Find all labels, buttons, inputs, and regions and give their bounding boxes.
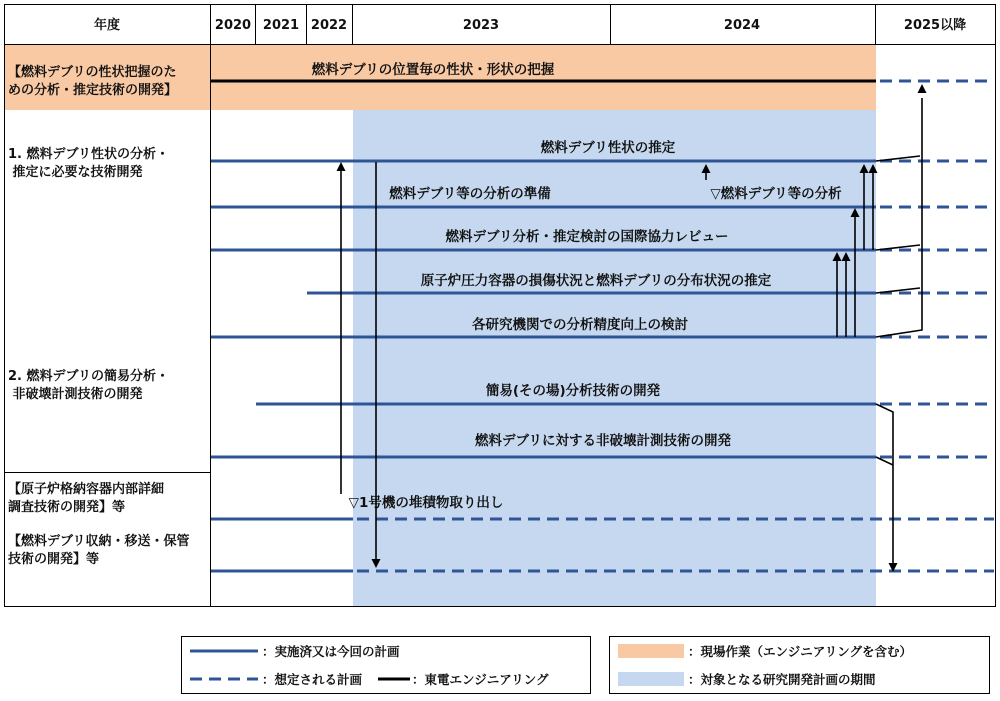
task-label-position-characterization: 燃料デブリの位置毎の性状・形状の把握: [311, 62, 555, 78]
section-label-pcv-investigation: 【原子炉格納容器内部詳細調査技術の開発】等: [8, 482, 165, 515]
task-label-unit1-deposit-removal: ▽1号機の堆積物取り出し: [348, 495, 504, 511]
section-label-fuel-debris-characterization: 【燃料デブリの性状把握のための分析・推定技術の開発】: [8, 65, 178, 98]
task-label-analysis-preparation: 燃料デブリ等の分析の準備: [389, 186, 551, 202]
year-header-2022: 2022: [310, 18, 348, 33]
section-label-analysis-estimation: 1. 燃料デブリ性状の分析・ 推定に必要な技術開発: [8, 147, 169, 180]
legend-tepco-label: ：東電エンジニアリング: [412, 672, 549, 687]
label-column-header: 年度: [93, 18, 121, 33]
connector-estimation: [876, 156, 920, 161]
rd-period-band: [353, 110, 876, 607]
legend-right: [610, 637, 990, 694]
task-label-rpv-damage-estimation: 原子炉圧力容器の損傷状況と燃料デブリの分布状況の推定: [420, 273, 772, 289]
legend-site-work-swatch: [618, 644, 684, 658]
legend-left: [182, 637, 591, 694]
section-label-simple-analysis: 2. 燃料デブリの簡易分析・ 非破壊計測技術の開発: [8, 369, 169, 402]
arrow-accuracy-to-position-shaft: [876, 98, 922, 337]
connector-rpv: [876, 288, 920, 293]
year-header-2023: 2023: [462, 18, 500, 33]
milestone-label-analysis: ▽燃料デブリ等の分析: [710, 186, 842, 202]
task-label-nondestructive-measurement: 燃料デブリに対する非破壊計測技術の開発: [475, 433, 731, 449]
arrow-accuracy-to-position-head: [918, 84, 927, 93]
legend-planned-label: ：想定される計画: [262, 672, 363, 687]
task-label-simple-analysis: 簡易(その場)分析技術の開発: [485, 383, 661, 399]
year-header-2020: 2020: [214, 18, 252, 33]
arrow-deposit-to-estimation-head: [337, 162, 346, 171]
legend-implemented-label: ：実施済又は今回の計画: [262, 644, 400, 659]
year-header-2024: 2024: [723, 18, 761, 33]
task-label-international-review: 燃料デブリ分析・推定検討の国際協力レビュー: [445, 229, 729, 245]
arrow-simple-to-storage-shaft: [876, 404, 893, 564]
task-label-accuracy-improvement: 各研究機関での分析精度向上の検討: [472, 317, 688, 333]
year-header-2021: 2021: [262, 18, 300, 33]
task-label-property-estimation: 燃料デブリ性状の推定: [540, 140, 676, 156]
year-header-2025-later: 2025以降: [903, 18, 967, 33]
legend-site-work-label: ：現場作業（エンジニアリングを含む）: [688, 644, 912, 659]
legend-rd-period-label: ：対象となる研究開発計画の期間: [688, 672, 876, 687]
connector-review: [876, 245, 920, 250]
legend-rd-period-swatch: [618, 672, 684, 686]
section-label-storage-transfer: 【燃料デブリ収納・移送・保管技術の開発】等: [8, 534, 190, 567]
